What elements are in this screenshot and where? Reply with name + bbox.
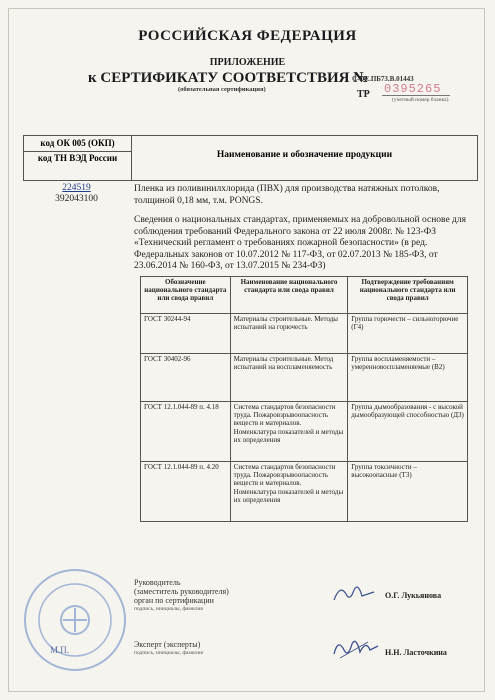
table-row bbox=[141, 462, 468, 522]
cell-result: Группа дымообразования - с высокой дымообразующей способностью (Д3) bbox=[348, 402, 468, 462]
product-codes bbox=[23, 183, 130, 205]
okp-code[interactable]: 224519 bbox=[62, 183, 91, 193]
standards-text: Сведения о национальных стандартах, применяемых на добровольной основе для соблюдения требований Федерального закона от 22 июля 2008г. № 123-ФЗ «Технический регламент о требованиях пожарной безопасности» (в ред. Федеральных законов от 10.07.2012 № 117-ФЗ, от 02.07.2013 № 185-ФЗ, от 23.06.2014 № 160-ФЗ, от 13.07.2015 № 234-ФЗ) bbox=[134, 215, 466, 271]
seal-stamp bbox=[20, 565, 130, 675]
cell-name: Материалы строительные. Методы испытаний на горючесть bbox=[230, 314, 348, 354]
expert-name: Н.Н. Ласточкина bbox=[385, 648, 447, 657]
head-deputy: (заместитель руководителя) bbox=[134, 587, 229, 596]
head-title: Руководитель bbox=[134, 578, 181, 587]
expert-signature-image bbox=[330, 632, 380, 664]
certificate-number: C-DE.ПБ73.В.01443 bbox=[352, 75, 414, 83]
cell-name: Материалы строительные. Метод испытаний на воспламеняемость bbox=[230, 354, 348, 402]
cell-code: ГОСТ 30402-96 bbox=[141, 354, 231, 402]
cell-result: Группа воспламеняемости – умеренновоспламеняемые (В2) bbox=[348, 354, 468, 402]
certificate-title: к СЕРТИФИКАТУ СООТВЕТСТВИЯ № bbox=[88, 70, 369, 86]
cell-name: Система стандартов безопасности труда. Пожаровзрывоопасность веществ и материалов. Номенклатура показателей и методы их определения bbox=[230, 462, 348, 522]
col-header-result: Подтверждение требованиям национального стандарта или свода правил bbox=[348, 277, 468, 314]
table-header-row bbox=[141, 277, 468, 314]
cell-code: ГОСТ 12.1.044-89 п. 4.20 bbox=[141, 462, 231, 522]
table-row bbox=[141, 402, 468, 462]
cell-result: Группа токсичности – высокоопасные (Т3) bbox=[348, 462, 468, 522]
appendix-title: ПРИЛОЖЕНИЕ bbox=[209, 57, 286, 68]
col-header-code: Обозначение национального стандарта или свода правил bbox=[141, 277, 231, 314]
table-row bbox=[141, 314, 468, 354]
expert-caption: подпись, инициалы, фамилия bbox=[134, 650, 203, 656]
col-header-name: Наименование национального стандарта или свода правил bbox=[230, 277, 348, 314]
certification-type: (обязательная сертификация) bbox=[178, 86, 266, 93]
head-name: О.Г. Лукьянова bbox=[385, 591, 442, 600]
head-signature-image bbox=[330, 580, 378, 608]
seal-text: М.П. bbox=[50, 645, 70, 655]
country-title: РОССИЙСКАЯ ФЕДЕРАЦИЯ bbox=[138, 28, 357, 44]
product-description: Пленка из поливинилхлорида (ПВХ) для производства натяжных потолков, толщиной 0,18 мм, т.м. PONGS. bbox=[134, 184, 440, 206]
serial-number: 0395265 bbox=[384, 82, 442, 96]
head-org: орган по сертификации bbox=[134, 596, 214, 605]
head-caption: подпись, инициалы, фамилия bbox=[134, 606, 203, 612]
tp-label: ТР bbox=[357, 89, 370, 100]
serial-note: (учетный номер бланка) bbox=[392, 97, 449, 103]
cell-result: Группа горючести – сильногорючие (Г4) bbox=[348, 314, 468, 354]
tn-ved-code: 392043100 bbox=[55, 194, 98, 204]
head-signature-block bbox=[134, 578, 229, 614]
expert-signature-block bbox=[134, 640, 203, 658]
expert-title: Эксперт (эксперты) bbox=[134, 640, 201, 649]
classification-header bbox=[23, 135, 478, 181]
table-row bbox=[141, 354, 468, 402]
serial-underline bbox=[382, 95, 450, 96]
cell-code: ГОСТ 12.1.044-89 п. 4.18 bbox=[141, 402, 231, 462]
cell-name: Система стандартов безопасности труда. Пожаровзрывоопасность веществ и материалов. Номенклатура показателей и методы их определения bbox=[230, 402, 348, 462]
tn-ved-label: код ТН ВЭД России bbox=[24, 151, 132, 180]
okp-label: код ОК 005 (ОКП) bbox=[24, 136, 132, 152]
product-name-header: Наименование и обозначение продукции bbox=[216, 150, 393, 160]
cell-code: ГОСТ 30244-94 bbox=[141, 314, 231, 354]
standards-table bbox=[140, 276, 468, 522]
